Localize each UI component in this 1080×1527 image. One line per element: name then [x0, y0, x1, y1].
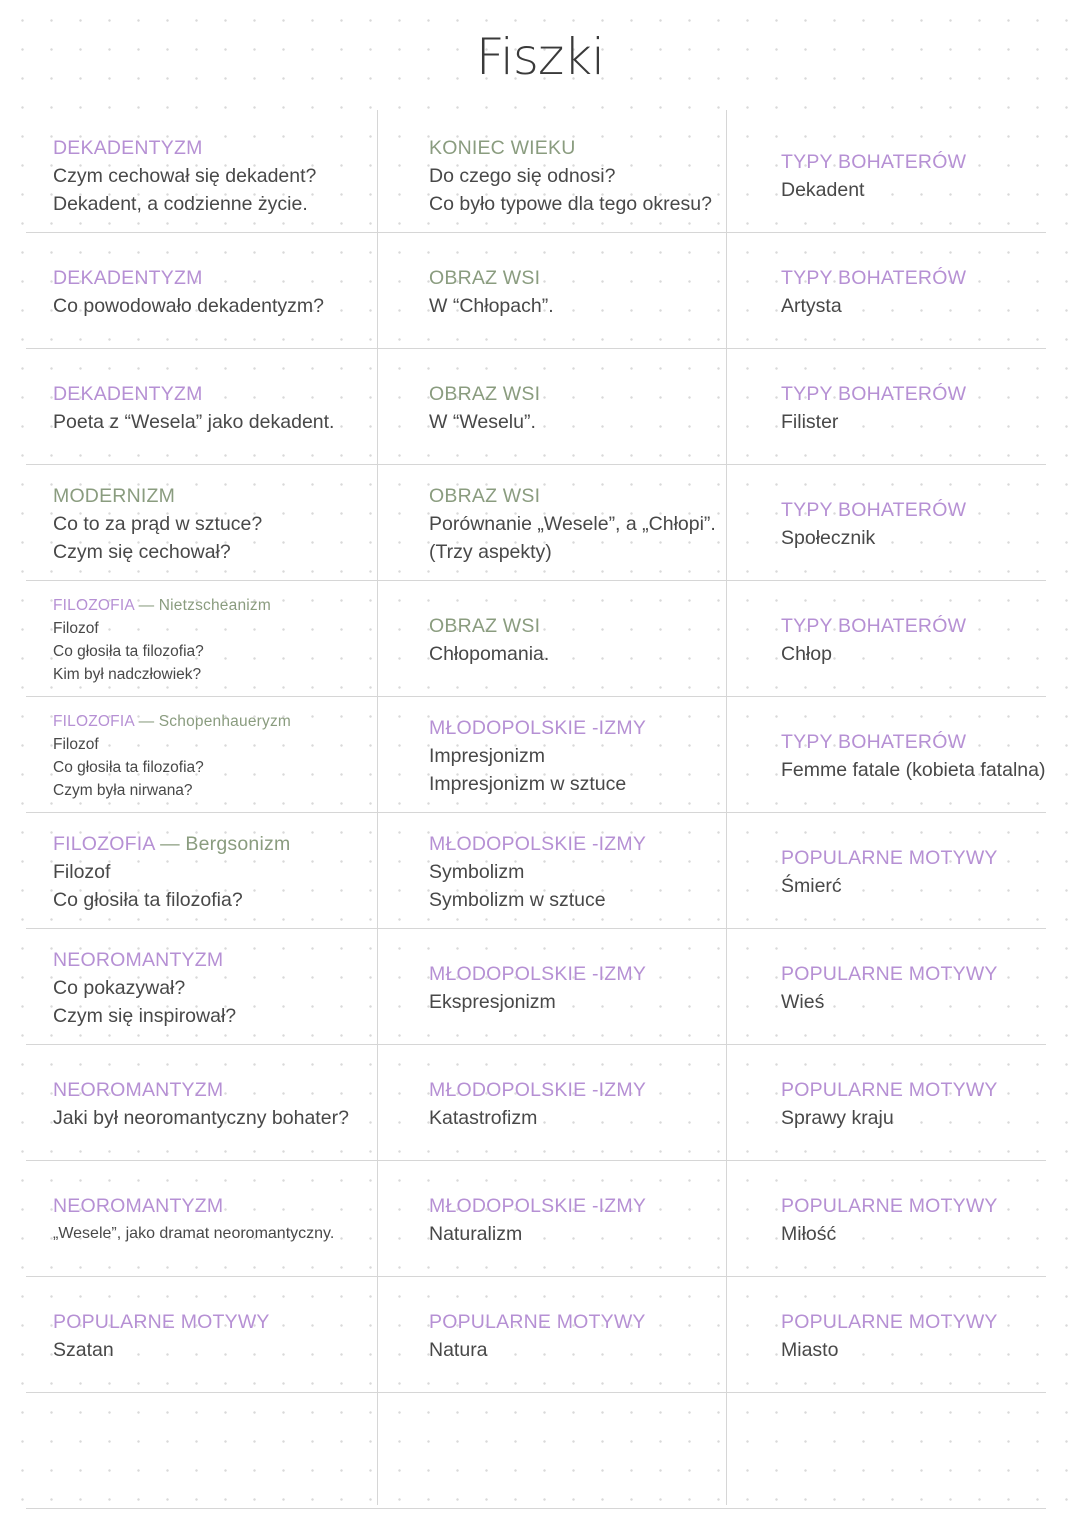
flashcard-category: TYPY BOHATERÓW [781, 730, 967, 753]
flashcard-heading [429, 612, 749, 640]
flashcard[interactable] [781, 582, 1041, 698]
flashcard-question: Porównanie „Wesele”, a „Chłopi”. [429, 512, 716, 535]
row-divider [26, 1276, 1046, 1277]
flashcard-category: OBRAZ WSI [429, 266, 541, 289]
flashcard-category: POPULARNE MOTYWY [781, 1078, 998, 1101]
flashcard-question: W “Chłopach”. [429, 294, 554, 317]
flashcard-category: TYPY BOHATERÓW [781, 266, 967, 289]
flashcard-question: Filozof [53, 860, 111, 883]
flashcard-heading [429, 1308, 749, 1336]
flashcard-question: Śmierć [781, 874, 842, 897]
flashcard-question: Co głosiła ta filozofia? [53, 759, 204, 776]
flashcard-heading [781, 612, 1041, 640]
flashcard-category: DEKADENTYZM [53, 382, 203, 405]
flashcard-category: TYPY BOHATERÓW [781, 614, 967, 637]
flashcard-question: Dekadent, a codzienne życie. [53, 193, 308, 215]
flashcard-category: POPULARNE MOTYWY [429, 1310, 646, 1333]
flashcard-question: Chłopomania. [429, 642, 550, 665]
flashcard-heading [53, 710, 373, 733]
flashcard-question: Jaki był neoromantyczny bohater? [53, 1106, 349, 1129]
flashcard-category: TYPY BOHATERÓW [781, 498, 967, 521]
row-divider [26, 1044, 1046, 1045]
flashcard-question: W “Weselu”. [429, 410, 536, 433]
flashcard[interactable] [781, 118, 1041, 234]
flashcard-heading [781, 960, 1041, 988]
flashcard[interactable] [781, 234, 1041, 350]
flashcard[interactable] [429, 234, 749, 350]
flashcard-category: MODERNIZM [53, 484, 176, 507]
column-divider [377, 110, 378, 1505]
flashcard-heading [781, 380, 1041, 408]
flashcard-question: Szatan [53, 1338, 114, 1361]
flashcard-heading [53, 380, 373, 408]
flashcard-category: POPULARNE MOTYWY [781, 962, 998, 985]
flashcard[interactable] [53, 1278, 373, 1394]
flashcard[interactable] [781, 1278, 1041, 1394]
flashcard[interactable] [429, 1046, 749, 1162]
flashcard-question: (Trzy aspekty) [429, 541, 552, 563]
flashcard-heading [53, 1308, 373, 1336]
flashcard[interactable] [429, 930, 749, 1046]
flashcard-heading [781, 264, 1041, 292]
flashcard-question: Natura [429, 1338, 488, 1361]
flashcard-heading [781, 728, 1041, 756]
row-divider [26, 1160, 1046, 1161]
flashcard-heading [781, 1192, 1041, 1220]
flashcard[interactable] [429, 466, 749, 582]
flashcard-heading [429, 482, 749, 510]
flashcard[interactable] [53, 930, 373, 1046]
flashcard-category: NEOROMANTYZM [53, 948, 224, 971]
flashcard-heading [429, 960, 749, 988]
flashcard-subtopic: — Bergsonizm [160, 832, 291, 855]
flashcard-question: Filozof [53, 736, 99, 753]
row-divider [26, 1508, 1046, 1509]
flashcard-category: POPULARNE MOTYWY [781, 1310, 998, 1333]
flashcard-category: POPULARNE MOTYWY [781, 846, 998, 869]
flashcard[interactable] [781, 350, 1041, 466]
flashcard-heading [53, 264, 373, 292]
flashcard-heading [429, 1076, 749, 1104]
flashcard-heading [781, 1308, 1041, 1336]
flashcard-category: OBRAZ WSI [429, 382, 541, 405]
flashcard-heading [53, 830, 373, 858]
row-divider [26, 580, 1046, 581]
flashcard-category: MŁODOPOLSKIE -IZMY [429, 962, 647, 985]
flashcard[interactable] [53, 1046, 373, 1162]
flashcard-heading [429, 1192, 749, 1220]
flashcard-heading [781, 148, 1041, 176]
flashcard-category: POPULARNE MOTYWY [781, 1194, 998, 1217]
flashcard[interactable] [53, 118, 373, 234]
flashcard[interactable] [781, 698, 1046, 814]
flashcard-question: Czym cechował się dekadent? [53, 164, 317, 187]
flashcard-category: MŁODOPOLSKIE -IZMY [429, 1194, 647, 1217]
flashcard-heading [429, 134, 749, 162]
row-divider [26, 696, 1046, 697]
flashcard-category: FILOZOFIA [53, 597, 135, 614]
flashcard-heading [429, 264, 749, 292]
row-divider [26, 1392, 1046, 1393]
flashcard-subtopic: — Nietzscheanizm [138, 597, 271, 614]
row-divider [26, 928, 1046, 929]
column-divider [726, 110, 727, 1505]
flashcard[interactable] [781, 930, 1041, 1046]
flashcard[interactable] [429, 582, 749, 698]
flashcard-heading [781, 496, 1041, 524]
flashcard-category: KONIEC WIEKU [429, 136, 576, 159]
flashcard-question: Co głosiła ta filozofia? [53, 643, 204, 660]
page-title: Fiszki [475, 28, 605, 86]
flashcard-category: MŁODOPOLSKIE -IZMY [429, 1078, 647, 1101]
flashcard[interactable] [53, 698, 373, 814]
flashcard-question: Czym się cechował? [53, 541, 231, 563]
flashcard-category: POPULARNE MOTYWY [53, 1310, 270, 1333]
flashcard[interactable] [53, 814, 373, 930]
flashcard-question: Sprawy kraju [781, 1106, 894, 1129]
flashcard-question: Co pokazywał? [53, 976, 186, 999]
flashcard-category: TYPY BOHATERÓW [781, 150, 967, 173]
flashcard-question: Społecznik [781, 526, 876, 549]
flashcard-question: Impresjonizm w sztuce [429, 773, 627, 795]
flashcard-heading [53, 1076, 373, 1104]
flashcard-category: NEOROMANTYZM [53, 1078, 224, 1101]
flashcard-category: MŁODOPOLSKIE -IZMY [429, 832, 647, 855]
flashcard[interactable] [429, 698, 749, 814]
flashcard-question: Symbolizm w sztuce [429, 889, 606, 911]
flashcard[interactable] [429, 814, 749, 930]
flashcard-subtopic: — Schopenhaueryzm [138, 713, 292, 730]
flashcard-question: Symbolizm [429, 860, 525, 883]
flashcard[interactable] [781, 1046, 1041, 1162]
flashcard-question: Chłop [781, 642, 832, 665]
flashcard-question: Dekadent [781, 178, 865, 201]
flashcard-question: Ekspresjonizm [429, 990, 556, 1013]
flashcard[interactable] [429, 350, 749, 466]
flashcard-heading [53, 946, 373, 974]
flashcard-question: Femme fatale (kobieta fatalna) [781, 758, 1046, 781]
flashcard-heading [53, 134, 373, 162]
flashcard-question: „Wesele”, jako dramat neoromantyczny. [53, 1224, 335, 1242]
flashcard-question: Katastrofizm [429, 1106, 538, 1129]
flashcard-category: FILOZOFIA [53, 832, 155, 855]
flashcard-question: Wieś [781, 990, 825, 1013]
flashcard[interactable] [53, 582, 373, 698]
flashcard-question: Do czego się odnosi? [429, 164, 616, 187]
flashcard-category: OBRAZ WSI [429, 614, 541, 637]
row-divider [26, 812, 1046, 813]
flashcard-question: Co było typowe dla tego okresu? [429, 193, 712, 215]
flashcard[interactable] [781, 466, 1041, 582]
flashcard[interactable] [53, 1162, 373, 1278]
flashcard-category: NEOROMANTYZM [53, 1194, 224, 1217]
flashcard-category: DEKADENTYZM [53, 266, 203, 289]
flashcard-question: Miasto [781, 1338, 839, 1361]
flashcard-category: DEKADENTYZM [53, 136, 203, 159]
flashcard-heading [53, 482, 373, 510]
flashcard-question: Co to za prąd w sztuce? [53, 512, 263, 535]
flashcard-heading [429, 714, 749, 742]
flashcard-category: TYPY BOHATERÓW [781, 382, 967, 405]
flashcard-question: Naturalizm [429, 1222, 523, 1245]
flashcard-heading [781, 1076, 1041, 1104]
flashcard-question: Kim był nadczłowiek? [53, 666, 202, 683]
flashcard-heading [429, 380, 749, 408]
flashcard-question: Filozof [53, 620, 99, 637]
row-divider [26, 464, 1046, 465]
flashcard-question: Miłość [781, 1222, 837, 1245]
flashcard[interactable] [781, 1162, 1041, 1278]
flashcard-question: Czym była nirwana? [53, 782, 193, 799]
flashcard-heading [53, 1192, 373, 1220]
flashcard-question: Czym się inspirował? [53, 1005, 237, 1027]
flashcard-category: OBRAZ WSI [429, 484, 541, 507]
flashcard[interactable] [429, 118, 749, 234]
flashcard-question: Co powodowało dekadentyzm? [53, 294, 325, 317]
flashcard[interactable] [429, 1162, 749, 1278]
flashcard-question: Poeta z “Wesela” jako dekadent. [53, 410, 335, 433]
flashcard[interactable] [53, 466, 373, 582]
flashcard-category: FILOZOFIA [53, 713, 135, 730]
flashcard-heading [781, 844, 1041, 872]
row-divider [26, 348, 1046, 349]
flashcard-heading [429, 830, 749, 858]
flashcard[interactable] [53, 350, 373, 466]
flashcard[interactable] [53, 234, 373, 350]
flashcard-question: Filister [781, 410, 839, 433]
flashcard[interactable] [781, 814, 1041, 930]
row-divider [26, 232, 1046, 233]
flashcard-category: MŁODOPOLSKIE -IZMY [429, 716, 647, 739]
flashcard-question: Artysta [781, 294, 842, 317]
flashcard-question: Co głosiła ta filozofia? [53, 889, 243, 911]
flashcard-heading [53, 594, 373, 617]
flashcard[interactable] [429, 1278, 749, 1394]
flashcard-question: Impresjonizm [429, 744, 545, 767]
